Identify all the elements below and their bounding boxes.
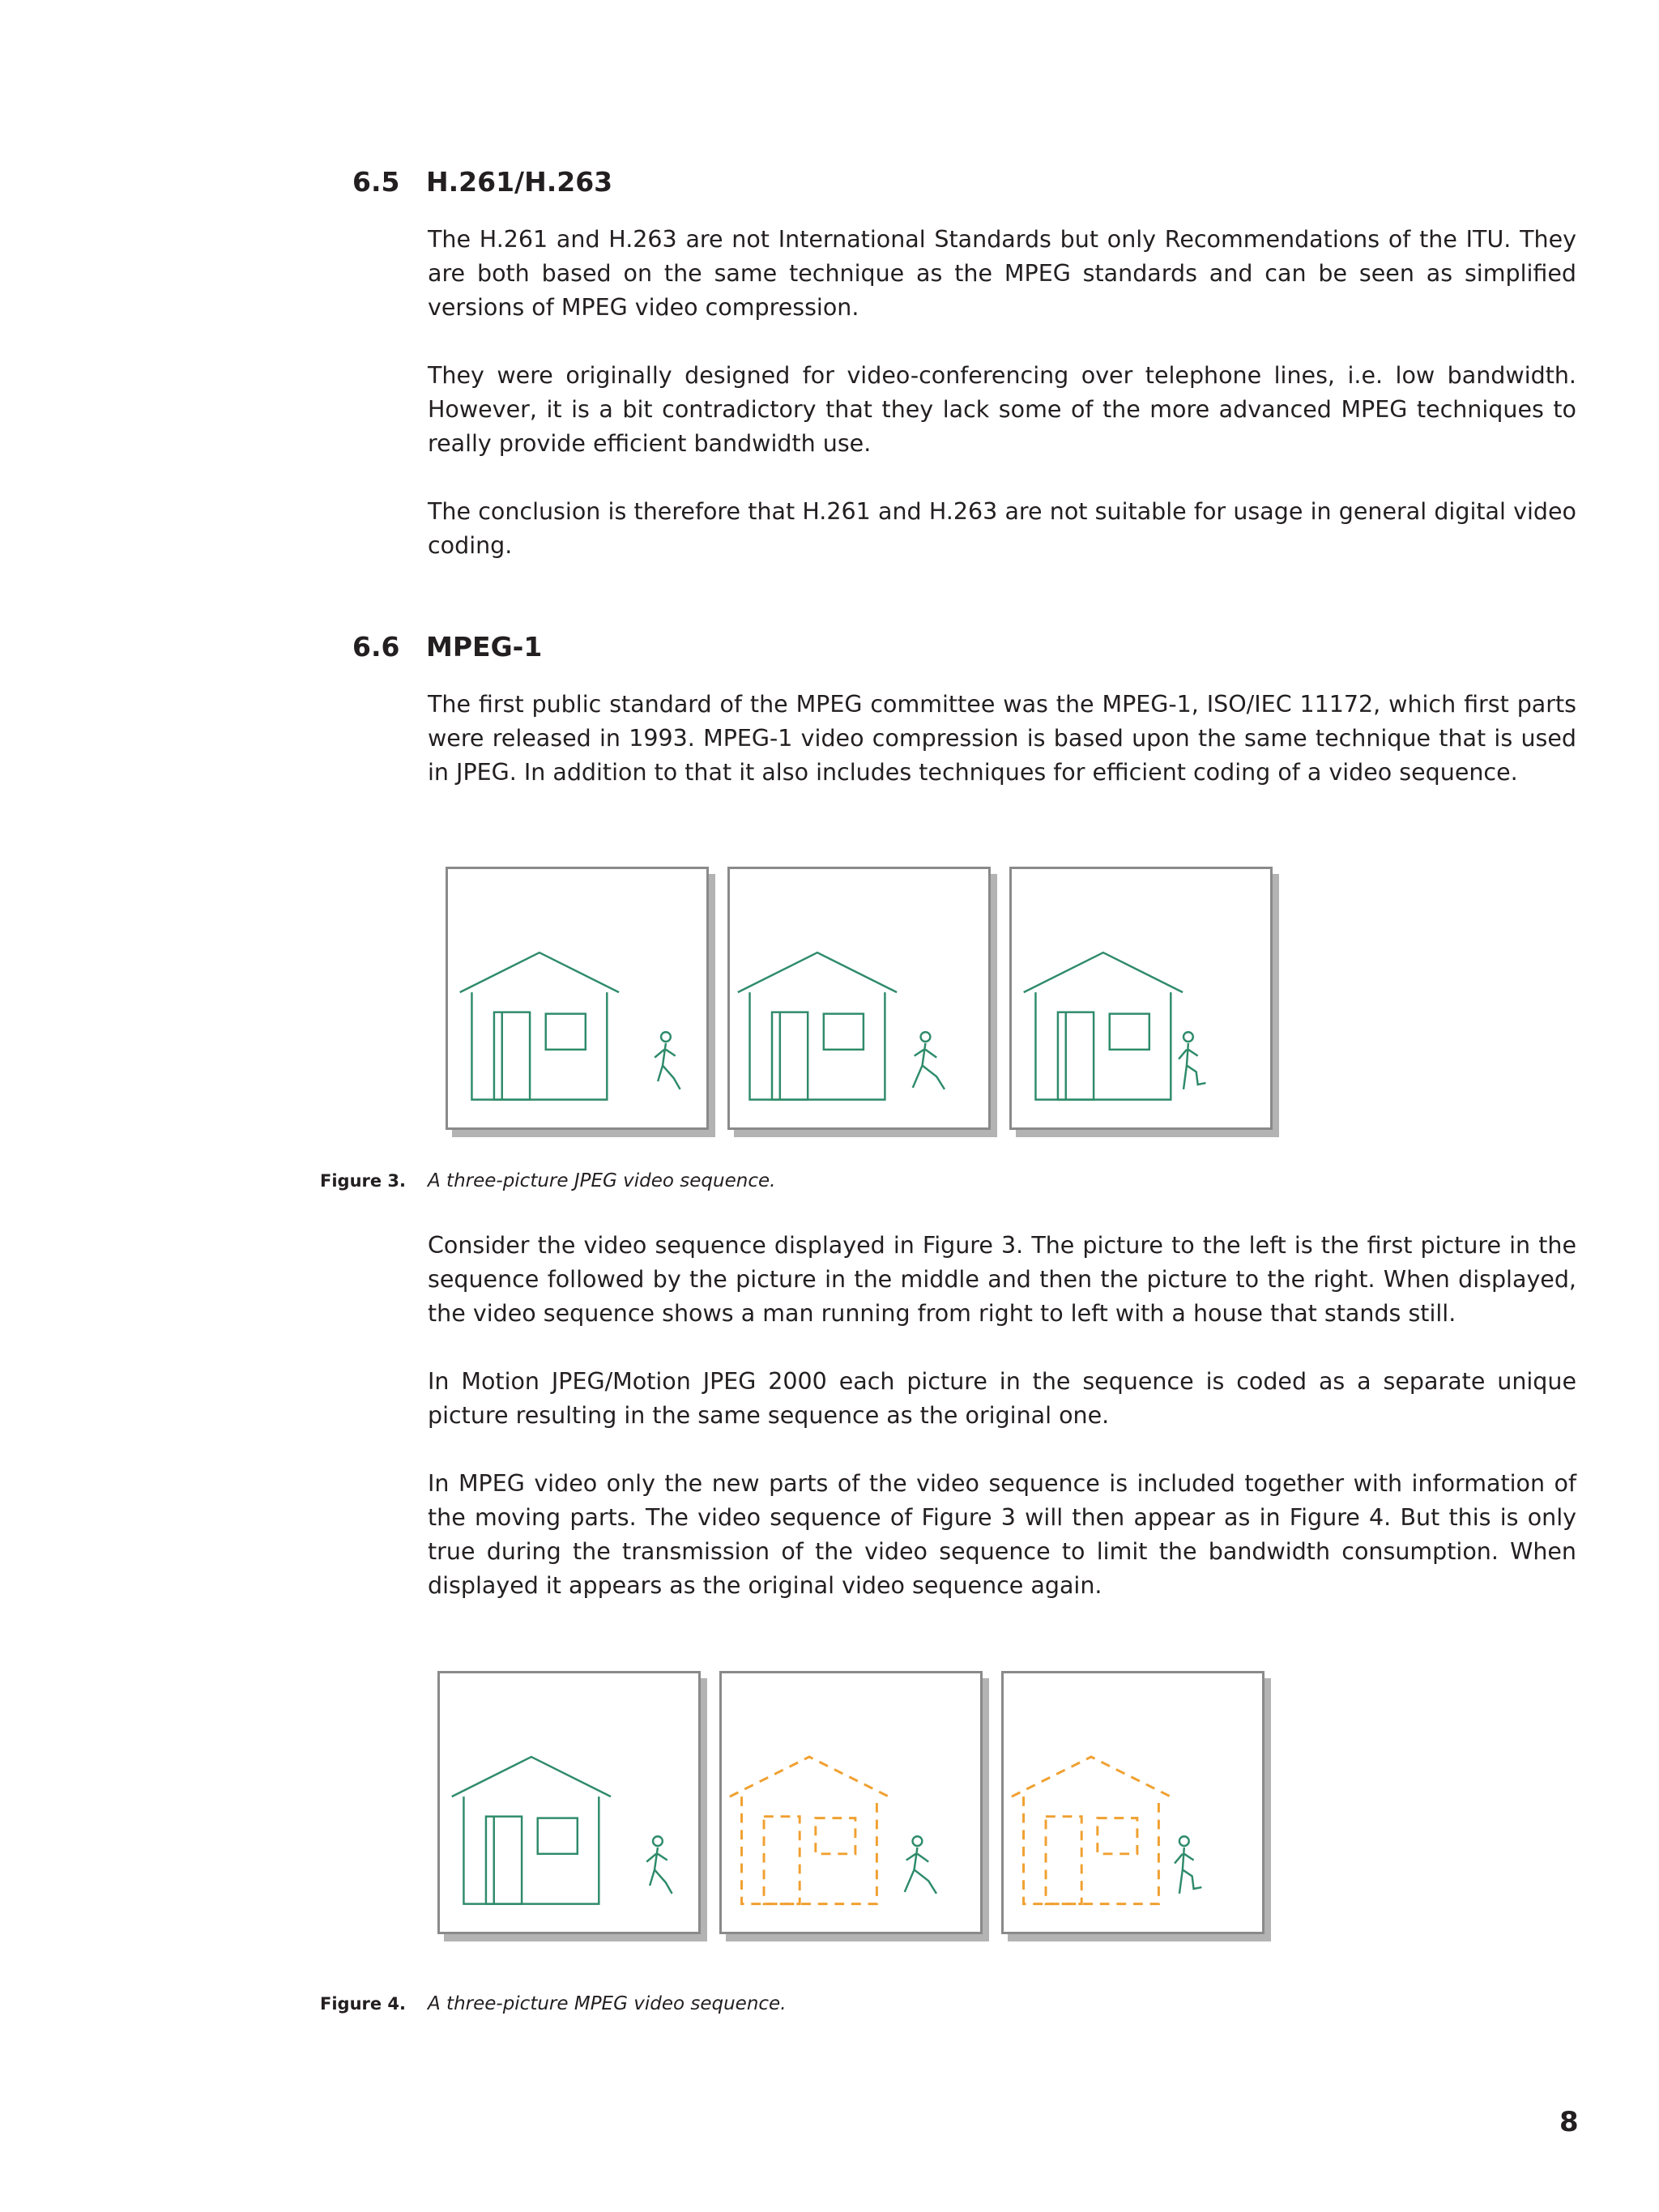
paragraph: In MPEG video only the new parts of the video sequence is included together with information of the moving parts. The video sequence of Figure 3 will then appear as in Figure 4. But this is only true during the transmission of the video sequence to limit the bandwidth consumption. When displayed it appears as the original video sequence again. <box>428 1470 1576 1599</box>
paragraph: Consider the video sequence displayed in Figure 3. The picture to the left is the first picture in the sequence followed by the picture in the middle and then the picture to the right. When displayed, the video sequence shows a man running from right to left with a house that stands still. <box>428 1232 1576 1327</box>
house-runner-illustration <box>730 869 988 1127</box>
figure-caption: A three-picture MPEG video sequence. <box>428 1993 787 2014</box>
paragraph: In Motion JPEG/Motion JPEG 2000 each picture in the sequence is coded as a separate unique picture resulting in the same sequence as the original one. <box>428 1368 1576 1429</box>
figure-caption: A three-picture JPEG video sequence. <box>428 1170 776 1191</box>
figure-4-mpeg-sequence <box>429 1671 1272 1954</box>
house-runner-illustration <box>1004 1673 1262 1932</box>
video-frame-3 <box>1009 867 1273 1130</box>
section-number: 6.6 <box>352 631 400 663</box>
house-runner-illustration <box>722 1673 980 1932</box>
video-frame-2 <box>727 867 991 1130</box>
section-title: MPEG-1 <box>426 631 543 663</box>
paragraph: The conclusion is therefore that H.261 and H.263 are not suitable for usage in general digital video coding. <box>428 498 1576 559</box>
video-frame-1 <box>437 1671 701 1934</box>
page-number: 8 <box>1559 2106 1579 2138</box>
house-runner-illustration <box>448 869 706 1127</box>
figure-3-jpeg-sequence <box>437 867 1280 1150</box>
house-runner-illustration <box>1012 869 1270 1127</box>
house-runner-illustration <box>440 1673 698 1932</box>
paragraph: The H.261 and H.263 are not International Standards but only Recommendations of the ITU. They are both based on the same technique as the MPEG standards and can be seen as simplified versions of MPEG video compression. <box>428 226 1576 321</box>
section-heading-6-6 <box>352 631 542 663</box>
section-number: 6.5 <box>352 166 400 198</box>
paragraph: The first public standard of the MPEG committee was the MPEG-1, ISO/IEC 11172, which first parts were released in 1993. MPEG-1 video compression is based upon the same technique that is used in JPEG. In addition to that it also includes techniques for efficient coding of a video sequence. <box>428 691 1576 786</box>
figure-label: Figure 4. <box>320 1994 407 2014</box>
paragraph: They were originally designed for video-conferencing over telephone lines, i.e. low bandwidth. However, it is a bit contradictory that they lack some of the more advanced MPEG techniques to really provide efficient bandwidth use. <box>428 362 1576 457</box>
video-frame-1 <box>446 867 709 1130</box>
video-frame-2 <box>719 1671 983 1934</box>
figure-label: Figure 3. <box>320 1171 407 1191</box>
section-title: H.261/H.263 <box>426 166 613 198</box>
video-frame-3 <box>1001 1671 1265 1934</box>
section-heading-6-5 <box>352 166 612 198</box>
